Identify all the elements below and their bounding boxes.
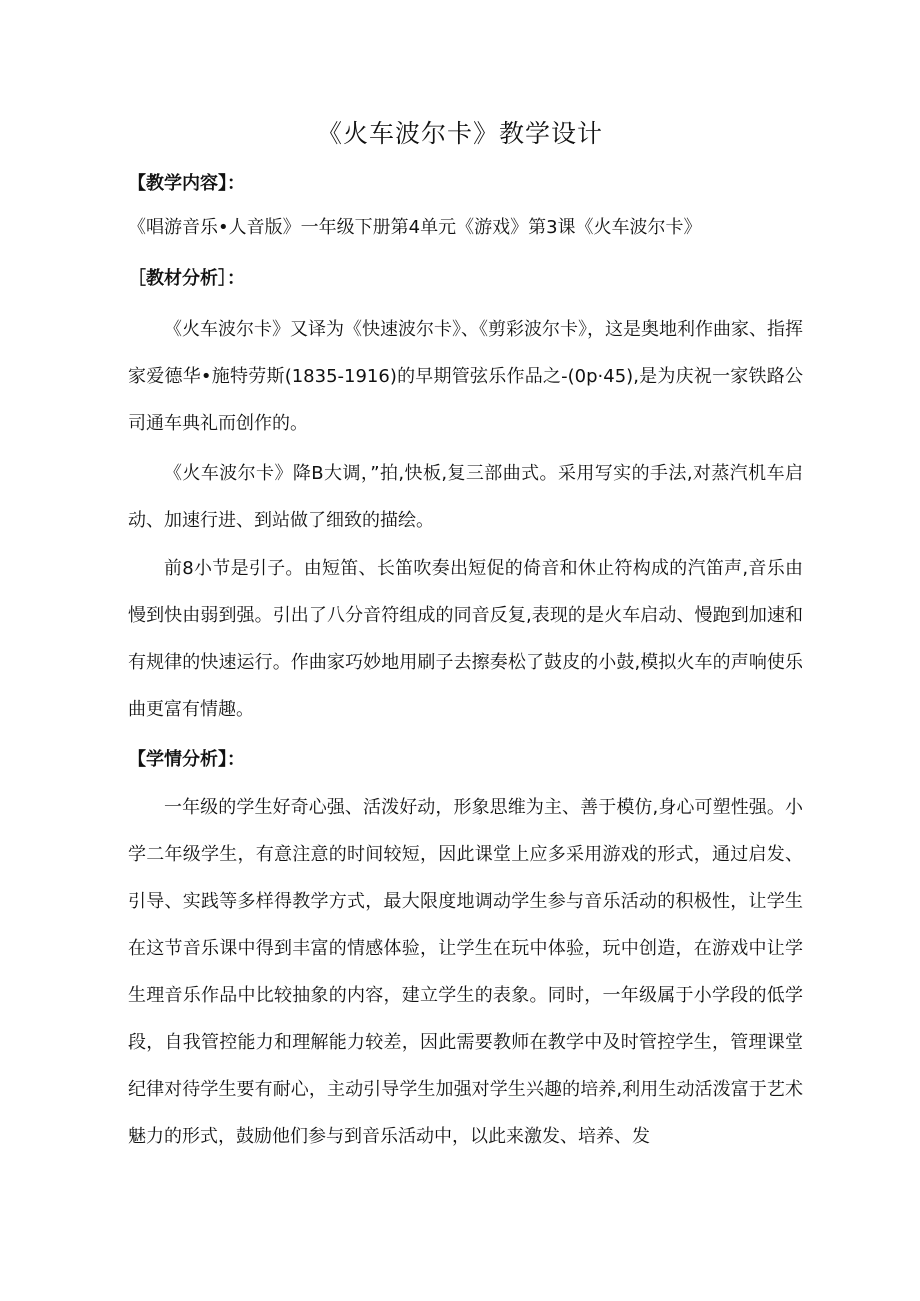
material-analysis-paragraph: 《火车波尔卡》又译为《快速波尔卡》、《剪彩波尔卡》，这是奥地利作曲家、指挥家爱德华•施特劳斯(1835-1916)的早期管弦乐作品之-(0p·45),是为庆祝一家铁路公司通车典礼而创作的。 xyxy=(128,319,803,434)
section-heading-learner-analysis: 【学情分析】： xyxy=(128,749,245,770)
learner-analysis-paragraph: 一年级的学生好奇心强、活泼好动，形象思维为主、善于模仿,身心可塑性强。小学二年级学生，有意注意的时间较短，因此课堂上应多采用游戏的形式，通过启发、引导、实践等多样得教学方式，最大限度地调动学生参与音乐活动的积极性，让学生在这节音乐课中得到丰富的情感体验，让学生在玩中体验，玩中创造，在游戏中让学生理音乐作品中比较抽象的内容，建立学生的表象。同时，一年级属于小学段的低学段，自我管控能力和理解能力较差，因此需要教师在教学中及时管控学生，管理课堂纪律对待学生要有耐心，主动引导学生加强对学生兴趣的培养,利用生动活泼富于艺术魅力的形式，鼓励他们参与到音乐活动中，以此来激发、培养、发 xyxy=(128,797,803,1147)
teaching-content-text: 《唱游音乐•人音版》一年级下册第4单元《游戏》第3课《火车波尔卡》 xyxy=(128,217,702,238)
material-analysis-paragraph: 前8小节是引子。由短笛、长笛吹奏出短促的倚音和休止符构成的汽笛声,音乐由慢到快由弱到强。引出了八分音符组成的同音反复,表现的是火车启动、慢跑到加速和有规律的快速运行。作曲家巧妙地用刷子去擦奏松了鼓皮的小鼓,模拟火车的声响使乐曲更富有情趣。 xyxy=(128,558,803,720)
document-title: 《火车波尔卡》教学设计 xyxy=(316,119,603,148)
material-analysis-paragraph: 《火车波尔卡》降B大调，”拍,快板,复三部曲式。采用写实的手法,对蒸汽机车启动、加速行进、到站做了细致的描绘。 xyxy=(128,463,803,531)
section-heading-teaching-content: 【教学内容】： xyxy=(128,173,245,194)
section-heading-material-analysis: ［教材分析］： xyxy=(128,268,245,289)
